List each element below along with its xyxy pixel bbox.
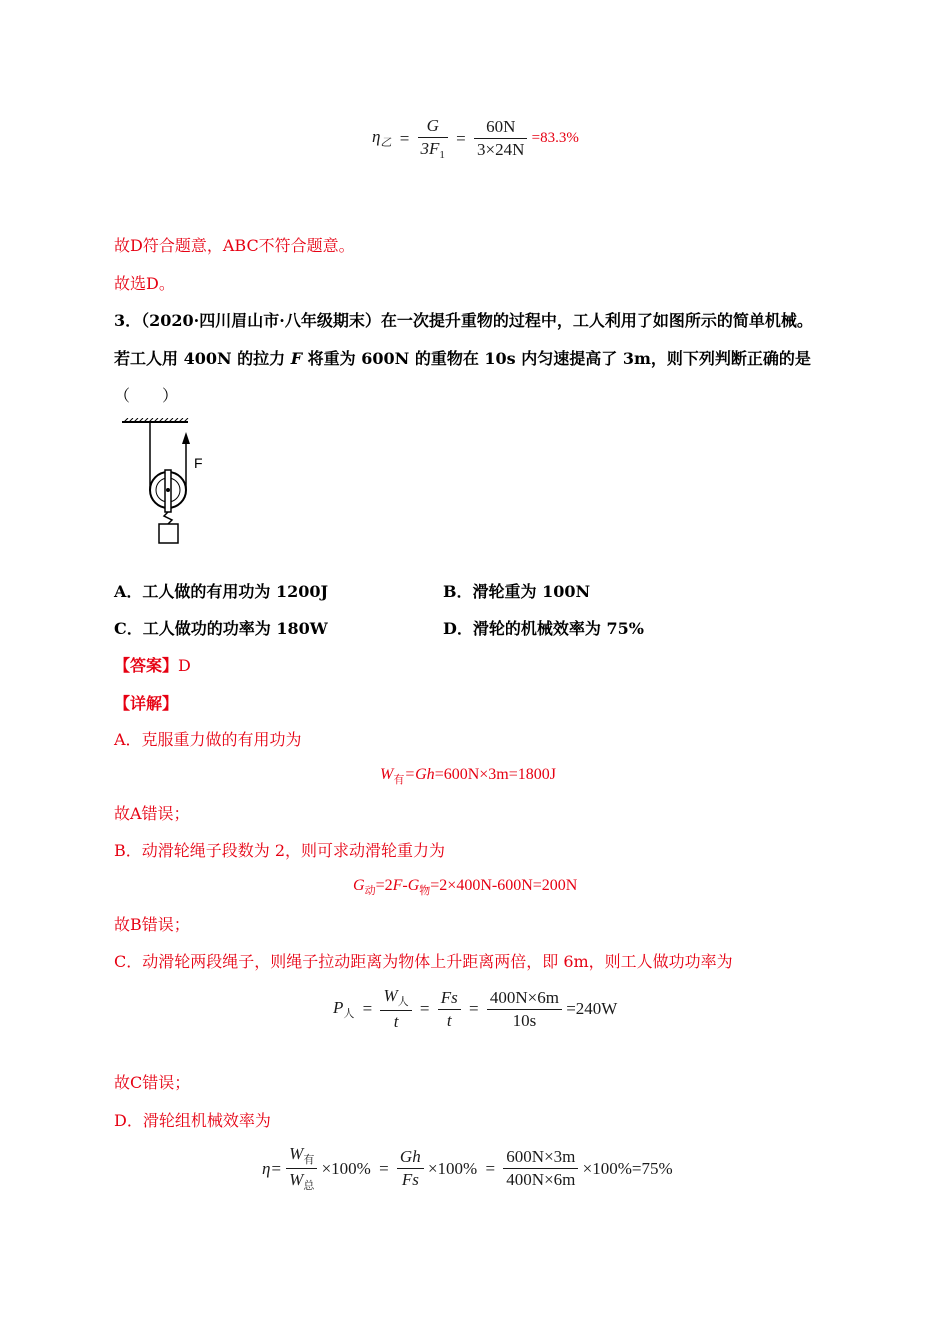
fraction-w-over-t: $\frac{W_人}{t}$ <box>380 986 411 1032</box>
question-line-2: 若工人用 400N 的拉力 F 将重为 600N 的重物在 10s 内匀速提高了 3m，则下列判断正确的是 <box>114 349 811 368</box>
eta-symbol: $\eta_乙$ <box>372 127 392 149</box>
answer-line <box>114 656 191 676</box>
analysis-a-intro: A．克服重力做的有用功为 <box>114 730 302 749</box>
question-line-1: 3．（2020·四川眉山市·八年级期末）在一次提升重物的过程中，工人利用了如图所示的简单机械。 <box>114 311 813 330</box>
analysis-c-intro: C．动滑轮两段绳子，则绳子拉动距离为物体上升距离两倍，即 6m，则工人做功功率为 <box>114 952 733 971</box>
pulley-axle <box>166 488 170 492</box>
pulley-diagram <box>118 418 218 550</box>
question-number: 3． <box>114 311 142 330</box>
fraction-2400-over-10s: $\frac{400N\times 6m}{10s}$ <box>487 988 562 1031</box>
analysis-a-verdict: 故A错误； <box>114 804 190 823</box>
force-arrow <box>182 432 190 444</box>
hook <box>164 512 172 524</box>
answer-blank: （ ） <box>114 386 179 405</box>
analysis-d-equation: η= $\frac{W_有}{W_总}$ ×100% = $\frac{Gh}{Fs}$ ×100% = $\frac{600N\times 3m}{400N\times 6m}$ ×100%=75% <box>262 1144 673 1192</box>
analysis-b-equation: $G_动=2F-G_物=2\times 400N-600N=200N$ <box>353 877 578 897</box>
fraction-60n-over-72n: $\frac{60N}{3\times 24N}$ <box>474 117 527 160</box>
weight-block <box>159 524 178 543</box>
eta-yi-result: =83.3% <box>531 130 579 146</box>
analysis-b-intro: B．动滑轮绳子段数为 2，则可求动滑轮重力为 <box>114 841 446 860</box>
fraction-wyou-over-wzong: $\frac{W_有}{W_总}$ <box>286 1144 317 1193</box>
fraction-1800-over-2400: $\frac{600N\times 3m}{400N\times 6m}$ <box>503 1147 578 1190</box>
analysis-c-equation: $P_人$ = $\frac{W_人}{t}$ = $\frac{Fs}{t}$ = $\frac{400N\times 6m}{10s}$ =240W <box>333 986 618 1031</box>
analysis-d-intro: D．滑轮组机械效率为 <box>114 1111 271 1130</box>
option-d[interactable]: D．滑轮的机械效率为 75% <box>443 619 644 638</box>
option-a[interactable]: A．工人做的有用功为 1200J <box>114 582 329 601</box>
prev-choice: 故选D。 <box>114 274 175 293</box>
fraction-gh-over-fs: $\frac{Gh}{Fs}$ <box>397 1147 424 1190</box>
answer-value: D <box>178 656 191 675</box>
eta-yi-equation: $\eta_乙$ = $\frac{G}{3F_1}$ = $\frac{60N}{3\times 24N}$ =83.3% <box>372 116 579 161</box>
detail-label: 【详解】 <box>114 694 179 713</box>
prev-conclusion: 故D符合题意，ABC不符合题意。 <box>114 236 355 255</box>
force-label-f: F <box>194 455 203 471</box>
option-b[interactable]: B．滑轮重为 100N <box>443 582 591 601</box>
fraction-g-over-3f1: $\frac{G}{3F_1}$ <box>418 116 448 161</box>
analysis-a-equation: $W_有=Gh=600N\times 3m=1800J$ <box>380 766 556 786</box>
fraction-fs-over-t: $\frac{Fs}{t}$ <box>438 988 461 1031</box>
option-c[interactable]: C．工人做功的功率为 180W <box>114 619 328 638</box>
answer-label: 【答案】 <box>114 656 179 675</box>
analysis-c-verdict: 故C错误； <box>114 1073 191 1092</box>
question-source: （2020·四川眉山市·八年级期末） <box>141 311 381 330</box>
analysis-b-verdict: 故B错误； <box>114 915 190 934</box>
